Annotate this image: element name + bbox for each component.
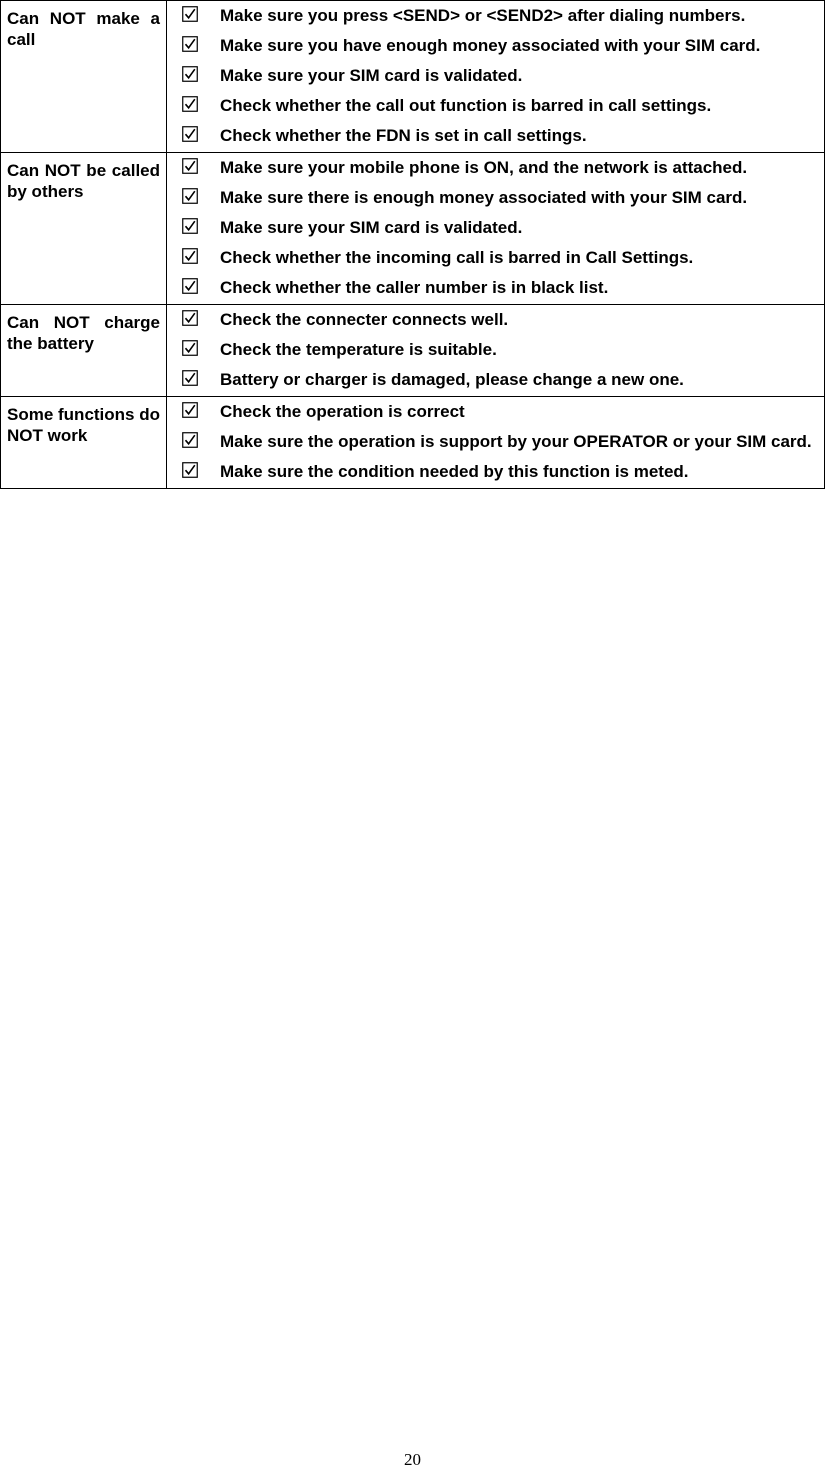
table-row bbox=[1, 153, 825, 305]
checked-box-icon bbox=[182, 96, 198, 112]
checklist-text: Check whether the FDN is set in call settings. bbox=[220, 126, 587, 145]
checked-box-icon bbox=[182, 218, 198, 234]
checked-box-icon bbox=[182, 278, 198, 294]
problem-label: Can NOT charge the battery bbox=[7, 313, 160, 353]
checked-box-icon bbox=[182, 36, 198, 52]
checklist-text: Make sure your mobile phone is ON, and the network is attached. bbox=[220, 158, 748, 177]
checklist-text: Make sure the operation is support by your OPERATOR or your SIM card. bbox=[220, 432, 812, 451]
checklist bbox=[167, 305, 824, 390]
checklist bbox=[167, 1, 824, 146]
problem-cell bbox=[1, 305, 167, 397]
checklist-text: Battery or charger is damaged, please change a new one. bbox=[220, 370, 684, 389]
checklist-text: Check whether the caller number is in black list. bbox=[220, 278, 609, 297]
checked-box-icon bbox=[182, 66, 198, 82]
checked-box-icon bbox=[182, 310, 198, 326]
checked-box-icon bbox=[182, 158, 198, 174]
checklist-text: Check the connecter connects well. bbox=[220, 310, 509, 329]
checklist-item bbox=[167, 277, 824, 298]
checklist-item bbox=[167, 461, 824, 482]
checklist-text: Make sure there is enough money associated with your SIM card. bbox=[220, 188, 748, 207]
checked-box-icon bbox=[182, 370, 198, 386]
solution-cell bbox=[167, 397, 825, 489]
checked-box-icon bbox=[182, 248, 198, 264]
checklist-text: Check whether the call out function is barred in call settings. bbox=[220, 96, 712, 115]
checklist-item bbox=[167, 65, 824, 86]
problem-label: Can NOT be called by others bbox=[7, 161, 160, 201]
checklist-text: Make sure you have enough money associated with your SIM card. bbox=[220, 36, 761, 55]
solution-cell bbox=[167, 305, 825, 397]
problem-cell bbox=[1, 153, 167, 305]
problem-label: Some functions do NOT work bbox=[7, 405, 160, 445]
checked-box-icon bbox=[182, 432, 198, 448]
page-number: 20 bbox=[404, 1450, 421, 1469]
checklist-item bbox=[167, 401, 824, 422]
checklist bbox=[167, 153, 824, 298]
checklist-text: Check the temperature is suitable. bbox=[220, 340, 497, 359]
checklist-item bbox=[167, 157, 824, 178]
checklist-text: Check whether the incoming call is barred in Call Settings. bbox=[220, 248, 694, 267]
solution-cell bbox=[167, 153, 825, 305]
solution-cell bbox=[167, 1, 825, 153]
checklist-item bbox=[167, 247, 824, 268]
problem-cell bbox=[1, 1, 167, 153]
checklist-item bbox=[167, 309, 824, 330]
checklist-item bbox=[167, 5, 824, 26]
checklist-item bbox=[167, 217, 824, 238]
table-row bbox=[1, 1, 825, 153]
checked-box-icon bbox=[182, 188, 198, 204]
table-row bbox=[1, 397, 825, 489]
checklist-item bbox=[167, 339, 824, 360]
checklist-text: Check the operation is correct bbox=[220, 402, 465, 421]
checked-box-icon bbox=[182, 462, 198, 478]
checklist-item bbox=[167, 95, 824, 116]
checklist bbox=[167, 397, 824, 482]
checklist-item bbox=[167, 187, 824, 208]
table-row bbox=[1, 305, 825, 397]
checklist-item bbox=[167, 35, 824, 56]
checked-box-icon bbox=[182, 6, 198, 22]
troubleshooting-table bbox=[0, 0, 825, 489]
checklist-item bbox=[167, 125, 824, 146]
checklist-text: Make sure your SIM card is validated. bbox=[220, 218, 523, 237]
checklist-text: Make sure you press <SEND> or <SEND2> after dialing numbers. bbox=[220, 6, 746, 25]
checked-box-icon bbox=[182, 402, 198, 418]
checked-box-icon bbox=[182, 126, 198, 142]
problem-label: Can NOT make a call bbox=[7, 9, 160, 49]
checked-box-icon bbox=[182, 340, 198, 356]
checklist-text: Make sure the condition needed by this function is meted. bbox=[220, 462, 689, 481]
checklist-item bbox=[167, 369, 824, 390]
problem-cell bbox=[1, 397, 167, 489]
checklist-text: Make sure your SIM card is validated. bbox=[220, 66, 523, 85]
checklist-item bbox=[167, 431, 824, 452]
